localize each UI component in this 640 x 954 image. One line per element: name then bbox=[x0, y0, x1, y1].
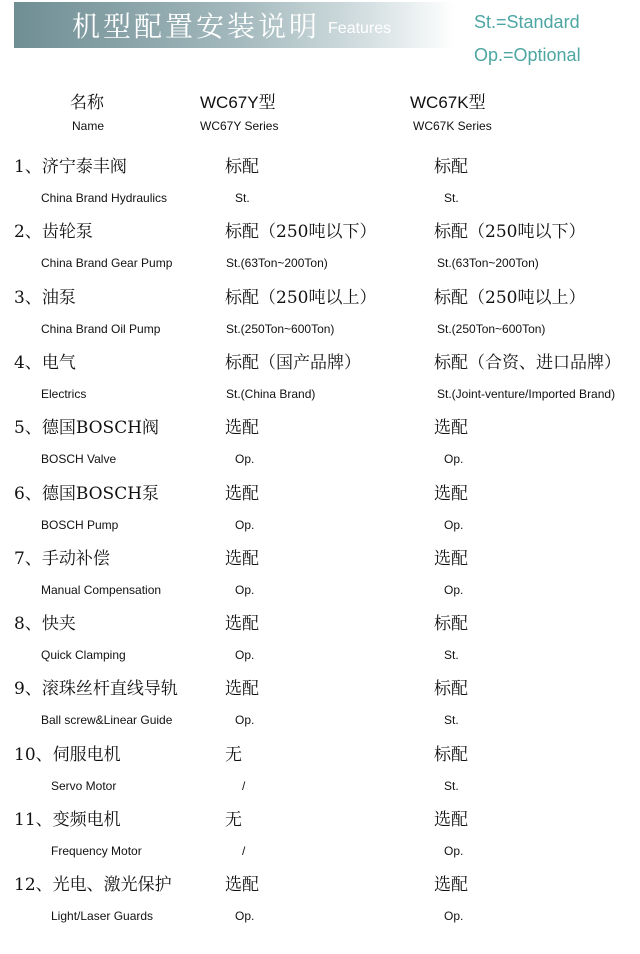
row-col2-en: St. bbox=[444, 191, 459, 205]
header-col2-zh: WC67K型 bbox=[410, 93, 486, 112]
row-col2-zh: 标配 bbox=[434, 679, 468, 700]
row-col1-zh: 选配 bbox=[225, 875, 259, 896]
row-col1-zh: 选配 bbox=[225, 679, 259, 700]
row-col1-en: St.(63Ton~200Ton) bbox=[226, 256, 328, 271]
row-col1-zh: 选配 bbox=[225, 418, 259, 439]
page-title: 机型配置安装说明 bbox=[72, 10, 321, 43]
row-name-zh: 11、变频电机 bbox=[14, 810, 121, 830]
row-col2-en: St.(63Ton~200Ton) bbox=[437, 256, 539, 271]
row-col2-en: St.(Joint-venture/Imported Brand) bbox=[437, 386, 616, 401]
title-banner bbox=[14, 2, 455, 48]
row-col1-zh: 选配 bbox=[225, 483, 259, 504]
row-name-en: China Brand Hydraulics bbox=[41, 191, 168, 205]
row-name-en: China Brand Gear Pump bbox=[41, 256, 173, 271]
row-name-zh: 8、快夹 bbox=[14, 614, 76, 635]
header-col1-zh: WC67Y型 bbox=[200, 93, 276, 112]
row-col1-en: / bbox=[242, 778, 246, 793]
row-col1-en: St.(China Brand) bbox=[226, 386, 316, 401]
row-name-zh: 9、滚珠丝杆直线导轨 bbox=[14, 679, 178, 700]
row-col2-en: St.(250Ton~600Ton) bbox=[437, 321, 546, 336]
row-col1-zh: 无 bbox=[225, 744, 242, 765]
row-col2-zh: 标配（250吨以下） bbox=[434, 222, 586, 243]
row-col2-en: Op. bbox=[444, 452, 464, 467]
row-name-zh: 3、油泵 bbox=[14, 287, 76, 308]
row-col2-en: St. bbox=[444, 778, 459, 793]
row-col1-zh: 无 bbox=[225, 810, 242, 830]
row-name-en: Servo Motor bbox=[51, 778, 117, 793]
row-name-zh: 10、伺服电机 bbox=[14, 744, 121, 765]
row-col1-zh: 标配（250吨以下） bbox=[225, 222, 377, 243]
row-col1-en: St.(250Ton~600Ton) bbox=[226, 321, 335, 336]
row-col2-en: St. bbox=[444, 648, 459, 663]
row-col1-en: Op. bbox=[235, 582, 255, 597]
header-name-zh: 名称 bbox=[70, 93, 104, 113]
row-col1-en: Op. bbox=[235, 452, 255, 467]
row-col2-en: St. bbox=[444, 713, 459, 728]
row-name-en: Quick Clamping bbox=[41, 648, 126, 663]
row-col1-en: Op. bbox=[235, 648, 255, 663]
row-col2-zh: 标配（250吨以上） bbox=[434, 287, 586, 308]
row-col1-en: / bbox=[242, 844, 246, 858]
row-name-zh: 12、光电、激光保护 bbox=[14, 875, 172, 896]
row-name-en: Frequency Motor bbox=[51, 844, 142, 858]
row-name-en: BOSCH Valve bbox=[41, 452, 117, 467]
row-col1-zh: 标配（250吨以上） bbox=[225, 287, 377, 308]
row-col1-zh: 标配 bbox=[225, 157, 259, 177]
header-col1-en: WC67Y Series bbox=[200, 119, 279, 133]
row-col2-zh: 标配 bbox=[434, 744, 468, 765]
legend-optional: Op.=Optional bbox=[474, 45, 581, 65]
row-name-zh: 1、济宁泰丰阀 bbox=[14, 157, 127, 177]
row-col2-zh: 选配 bbox=[434, 483, 468, 504]
header-col2-en: WC67K Series bbox=[413, 119, 492, 133]
row-col2-zh: 标配（合资、进口品牌） bbox=[434, 352, 621, 373]
row-col2-en: Op. bbox=[444, 844, 464, 858]
row-col1-zh: 选配 bbox=[225, 548, 259, 569]
row-col2-zh: 选配 bbox=[434, 418, 468, 439]
row-name-en: Light/Laser Guards bbox=[51, 909, 154, 924]
row-name-zh: 6、德国BOSCH泵 bbox=[14, 483, 160, 504]
row-col2-en: Op. bbox=[444, 517, 464, 532]
page-subtitle: Features bbox=[328, 20, 392, 37]
row-name-zh: 4、电气 bbox=[14, 352, 76, 373]
row-col1-en: Op. bbox=[235, 713, 255, 728]
row-name-en: China Brand Oil Pump bbox=[41, 321, 161, 336]
row-col1-zh: 选配 bbox=[225, 614, 259, 635]
row-name-zh: 7、手动补偿 bbox=[14, 548, 110, 569]
row-col1-en: Op. bbox=[235, 517, 255, 532]
row-col1-zh: 标配（国产品牌） bbox=[225, 352, 361, 373]
row-name-en: Ball screw&Linear Guide bbox=[41, 713, 173, 728]
row-name-zh: 5、德国BOSCH阀 bbox=[14, 418, 160, 439]
row-name-zh: 2、齿轮泵 bbox=[14, 222, 93, 243]
row-col2-zh: 选配 bbox=[434, 810, 468, 830]
row-name-en: BOSCH Pump bbox=[41, 517, 119, 532]
row-col2-zh: 选配 bbox=[434, 548, 468, 569]
row-name-en: Manual Compensation bbox=[41, 582, 162, 597]
row-col1-en: Op. bbox=[235, 909, 255, 924]
row-col2-zh: 选配 bbox=[434, 875, 468, 896]
row-name-en: Electrics bbox=[41, 386, 87, 401]
row-col2-zh: 标配 bbox=[434, 614, 468, 635]
header-name-en: Name bbox=[72, 119, 105, 133]
row-col1-en: St. bbox=[235, 191, 250, 205]
row-col2-zh: 标配 bbox=[434, 157, 468, 177]
row-col2-en: Op. bbox=[444, 909, 464, 924]
row-col2-en: Op. bbox=[444, 582, 464, 597]
legend-standard: St.=Standard bbox=[474, 12, 580, 32]
